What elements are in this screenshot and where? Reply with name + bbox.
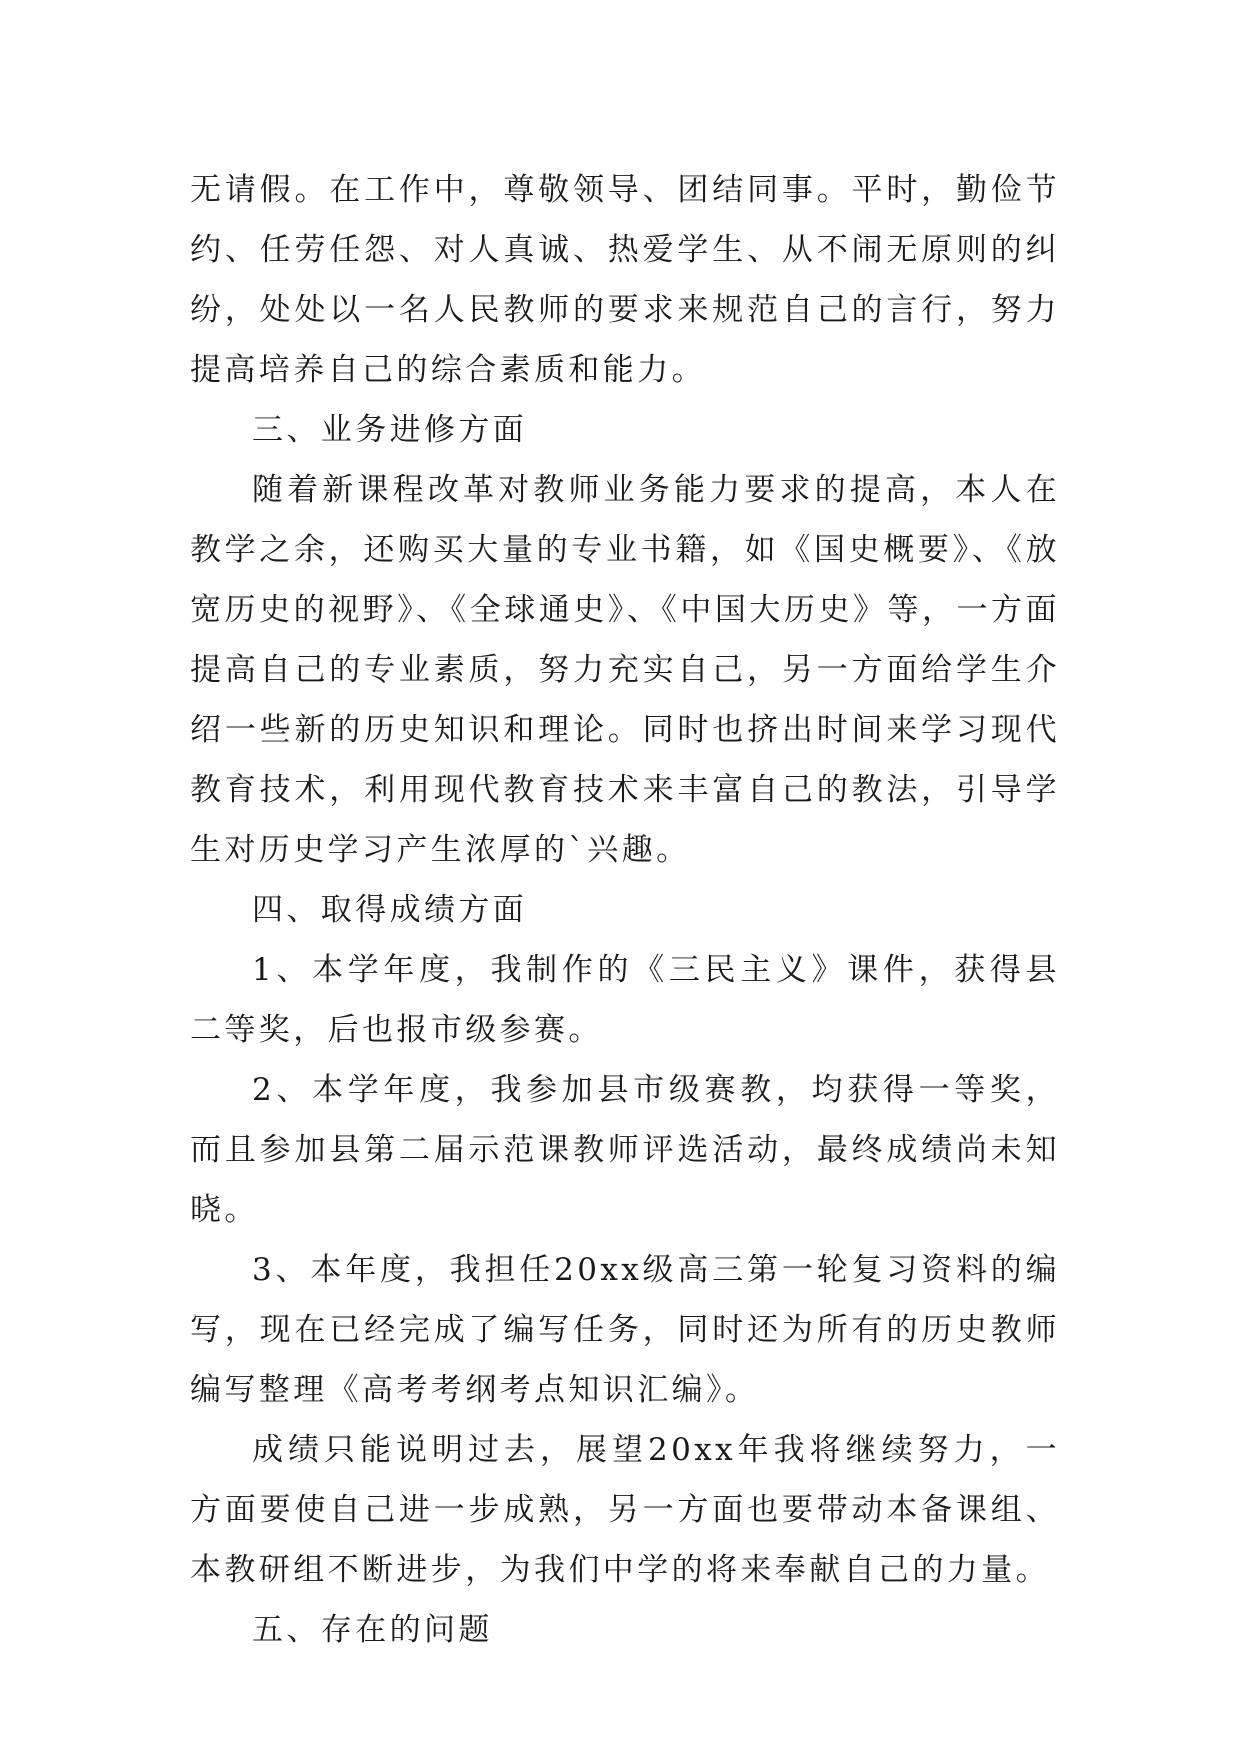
section-heading-professional-study: 三、业务进修方面 <box>252 412 528 448</box>
paragraph-achievement-2: 2、本学年度，我参加县市级赛教，均获得一等奖，而且参加县第二届示范课教师评选活动，最终成绩尚未知晓。 <box>190 1072 1060 1228</box>
paragraph-achievement-3: 3、本年度，我担任20xx级高三第一轮复习资料的编写，现在已经完成了编写任务，同时还为所有的历史教师编写整理《高考考纲考点知识汇编》。 <box>190 1252 1060 1408</box>
paragraph-outlook: 成绩只能说明过去，展望20xx年我将继续努力，一方面要使自己进一步成熟，另一方面也要带动本备课组、本教研组不断进步，为我们中学的将来奉献自己的力量。 <box>190 1432 1060 1588</box>
paragraph-conduct-continued: 无请假。在工作中，尊敬领导、团结同事。平时，勤俭节约、任劳任怨、对人真诚、热爱学生、从不闹无原则的纠纷，处处以一名人民教师的要求来规范自己的言行，努力提高培养自己的综合素质和能力。 <box>190 172 1060 388</box>
section-heading-achievements: 四、取得成绩方面 <box>252 892 528 928</box>
paragraph-achievement-1: 1、本学年度，我制作的《三民主义》课件，获得县二等奖，后也报市级参赛。 <box>190 952 1060 1048</box>
document-body <box>190 160 1060 1660</box>
section-heading-problems: 五、存在的问题 <box>252 1612 493 1648</box>
paragraph-professional-study: 随着新课程改革对教师业务能力要求的提高，本人在教学之余，还购买大量的专业书籍，如《国史概要》、《放宽历史的视野》、《全球通史》、《中国大历史》等，一方面提高自己的专业素质，努力充实自己，另一方面给学生介绍一些新的历史知识和理论。同时也挤出时间来学习现代教育技术，利用现代教育技术来丰富自己的教法，引导学生对历史学习产生浓厚的`兴趣。 <box>190 472 1060 868</box>
